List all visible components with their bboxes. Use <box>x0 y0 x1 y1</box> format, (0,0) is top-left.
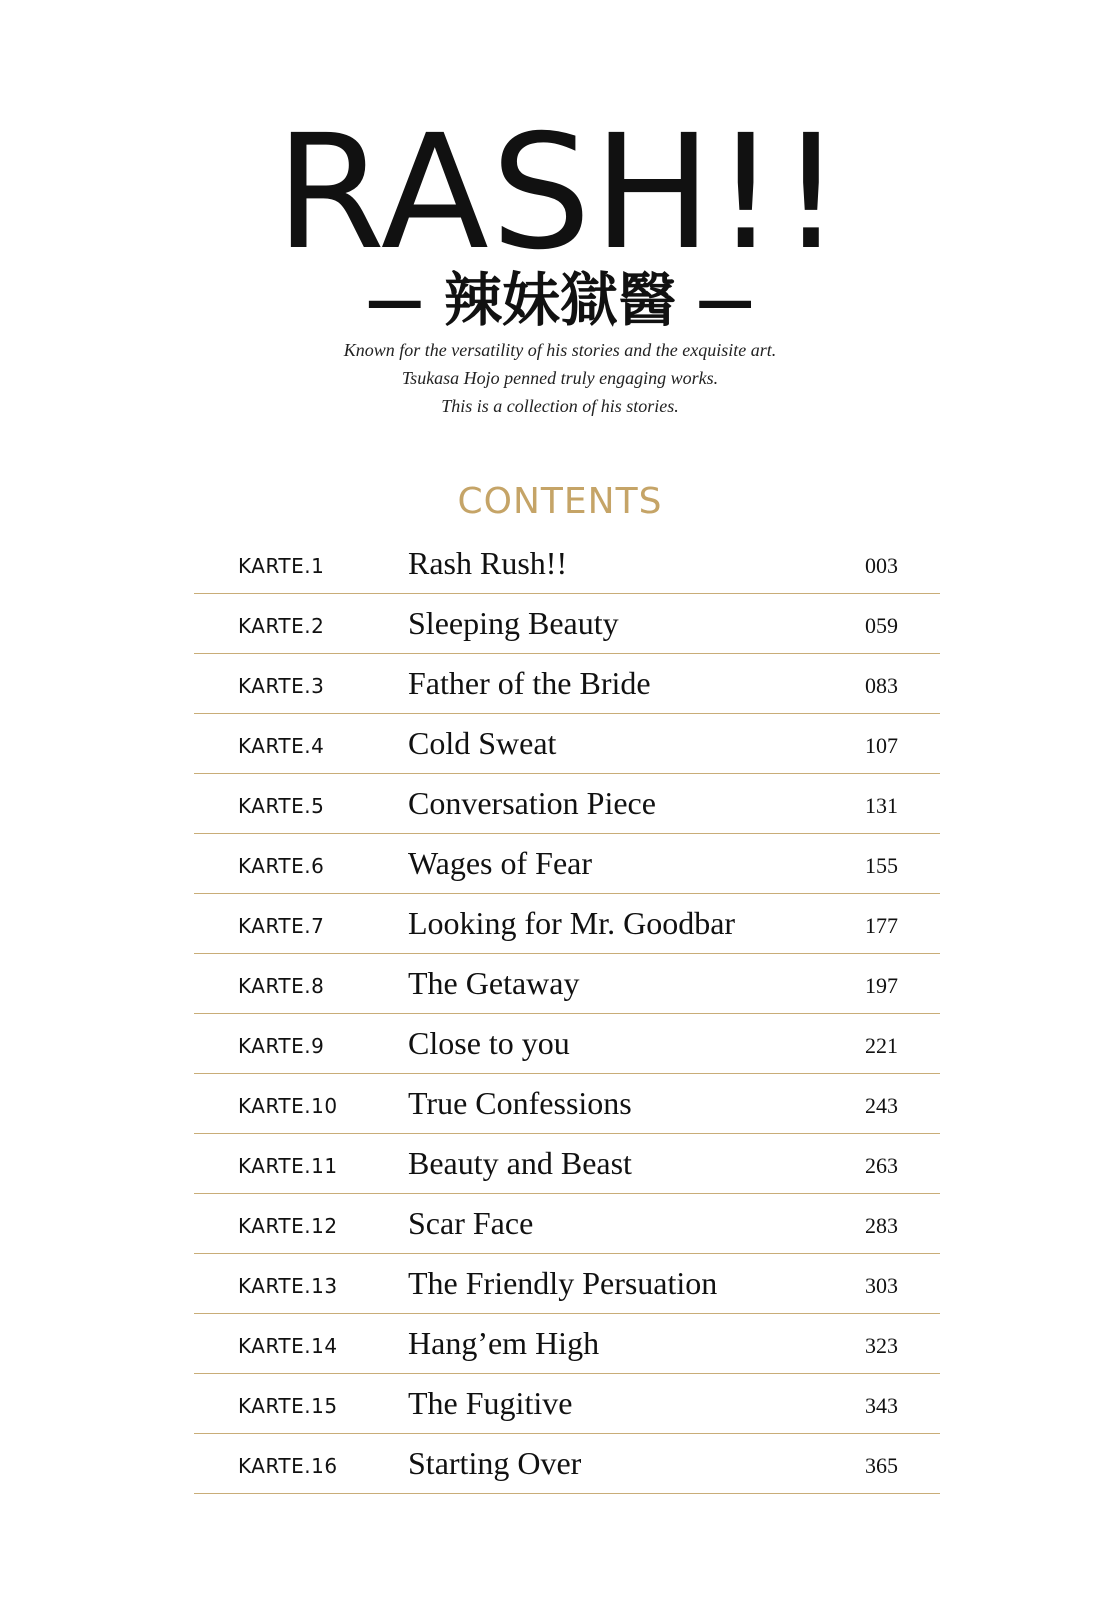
toc-chapter-title: Sleeping Beauty <box>408 605 619 641</box>
toc-chapter-title: The Getaway <box>408 965 580 1001</box>
toc-chapter-number: KARTE.6 <box>238 854 325 878</box>
toc-row[interactable] <box>194 1314 940 1374</box>
toc-row[interactable] <box>194 1434 940 1494</box>
book-title: RASH!! <box>275 101 845 285</box>
toc-row[interactable] <box>194 534 940 594</box>
toc-page-number: 155 <box>865 853 898 878</box>
toc-row[interactable] <box>194 834 940 894</box>
toc-page-number: 263 <box>865 1153 898 1178</box>
toc-row[interactable] <box>194 1194 940 1254</box>
toc-page-number: 283 <box>865 1213 898 1238</box>
toc-page-number: 323 <box>865 1333 898 1358</box>
toc-page-number: 083 <box>865 673 898 698</box>
toc-chapter-number: KARTE.8 <box>238 974 325 998</box>
toc-page-number: 221 <box>865 1033 898 1058</box>
table-of-contents <box>194 534 940 1494</box>
tagline-line: This is a collection of his stories. <box>441 396 679 416</box>
toc-chapter-title: Close to you <box>408 1025 570 1061</box>
toc-chapter-title: Father of the Bride <box>408 665 651 701</box>
toc-page-number: 303 <box>865 1273 898 1298</box>
toc-page-number: 365 <box>865 1453 898 1478</box>
tagline-line: Tsukasa Hojo penned truly engaging works. <box>401 368 719 388</box>
book-subtitle: — 辣妹獄醫 — <box>365 266 755 334</box>
toc-page-number: 243 <box>865 1093 898 1118</box>
toc-page-number: 059 <box>865 613 898 638</box>
toc-chapter-number: KARTE.4 <box>238 734 325 758</box>
tagline-line: Known for the versatility of his stories and the exquisite art. <box>343 340 777 360</box>
toc-row[interactable] <box>194 654 940 714</box>
toc-row[interactable] <box>194 594 940 654</box>
toc-page-number: 131 <box>865 793 898 818</box>
tagline <box>0 336 1120 420</box>
toc-row[interactable] <box>194 774 940 834</box>
toc-chapter-number: KARTE.10 <box>238 1094 338 1118</box>
toc-chapter-title: Looking for Mr. Goodbar <box>408 905 736 941</box>
toc-chapter-title: The Friendly Persuation <box>408 1265 718 1301</box>
toc-row[interactable] <box>194 1374 940 1434</box>
toc-chapter-number: KARTE.12 <box>238 1214 338 1238</box>
toc-row[interactable] <box>194 1014 940 1074</box>
toc-row[interactable] <box>194 1134 940 1194</box>
toc-chapter-number: KARTE.16 <box>238 1454 338 1478</box>
toc-chapter-number: KARTE.11 <box>238 1154 338 1178</box>
toc-chapter-title: Cold Sweat <box>408 725 557 761</box>
toc-chapter-title: Starting Over <box>408 1445 582 1481</box>
toc-chapter-number: KARTE.3 <box>238 674 325 698</box>
toc-page-number: 003 <box>865 553 898 578</box>
toc-page-number: 107 <box>865 733 898 758</box>
toc-chapter-number: KARTE.9 <box>238 1034 325 1058</box>
toc-page-number: 197 <box>865 973 898 998</box>
toc-chapter-number: KARTE.2 <box>238 614 325 638</box>
toc-chapter-title: Rash Rush!! <box>408 545 568 581</box>
toc-chapter-title: The Fugitive <box>408 1385 573 1421</box>
toc-chapter-title: Wages of Fear <box>408 845 593 881</box>
toc-chapter-number: KARTE.13 <box>238 1274 338 1298</box>
toc-row[interactable] <box>194 954 940 1014</box>
toc-chapter-title: Conversation Piece <box>408 785 656 821</box>
toc-chapter-number: KARTE.14 <box>238 1334 338 1358</box>
toc-chapter-title: True Confessions <box>408 1085 632 1121</box>
toc-chapter-title: Hang’em High <box>408 1325 600 1361</box>
contents-heading: CONTENTS <box>457 481 663 522</box>
toc-row[interactable] <box>194 1074 940 1134</box>
toc-row[interactable] <box>194 894 940 954</box>
toc-row[interactable] <box>194 714 940 774</box>
toc-row[interactable] <box>194 1254 940 1314</box>
toc-chapter-number: KARTE.7 <box>238 914 325 938</box>
toc-chapter-title: Scar Face <box>408 1205 534 1241</box>
toc-chapter-number: KARTE.5 <box>238 794 325 818</box>
toc-chapter-number: KARTE.1 <box>238 554 325 578</box>
toc-page-number: 343 <box>865 1393 898 1418</box>
toc-page-number: 177 <box>865 913 898 938</box>
toc-chapter-number: KARTE.15 <box>238 1394 338 1418</box>
toc-chapter-title: Beauty and Beast <box>408 1145 632 1181</box>
